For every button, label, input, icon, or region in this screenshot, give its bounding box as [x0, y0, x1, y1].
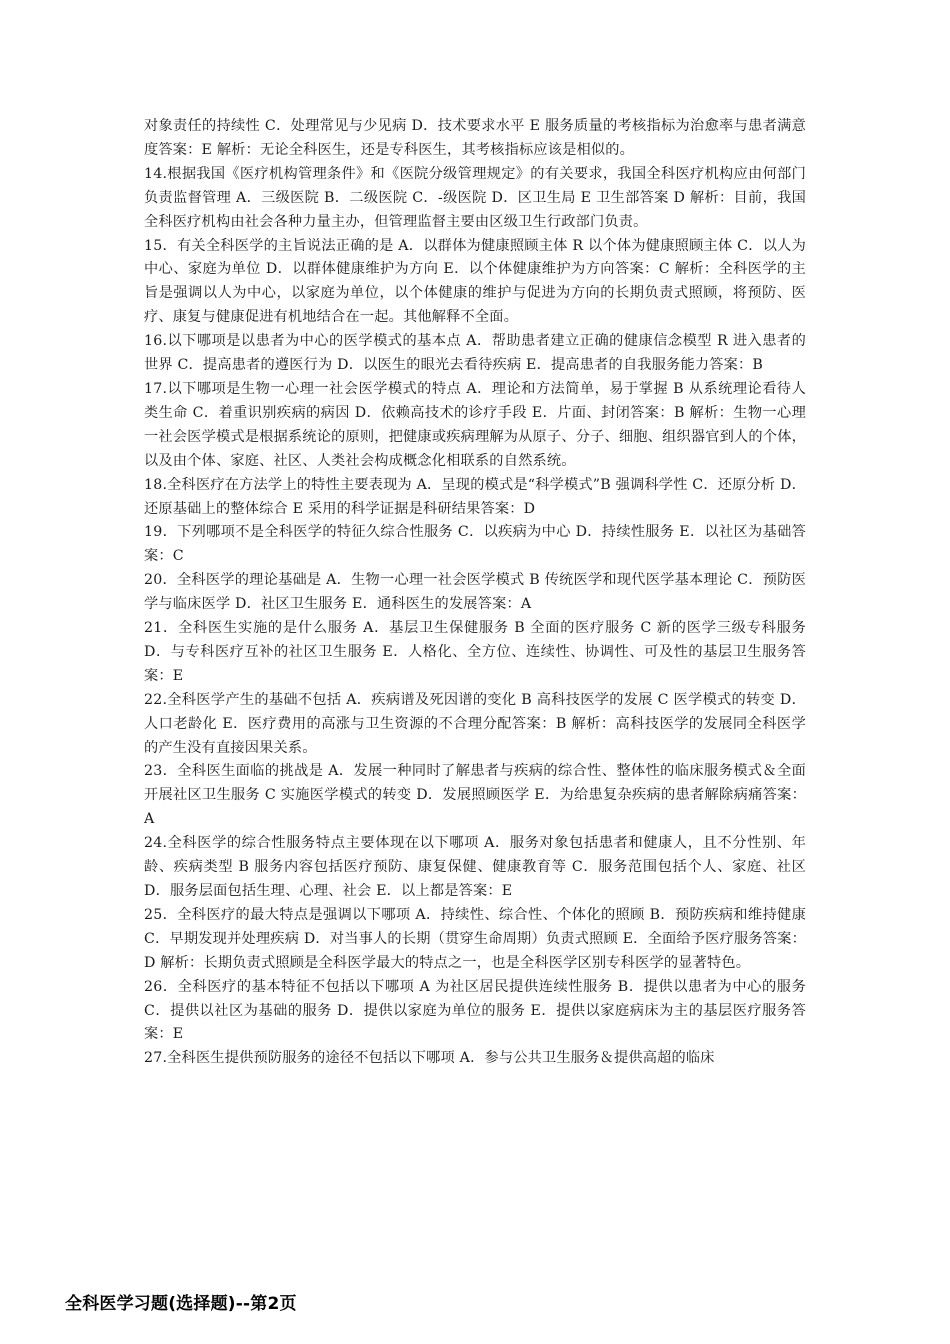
question-25: 25．全科医疗的最大特点是强调以下哪项 A．持续性、综合性、个体化的照顾 B．预防疾病和维持健康 C．早期发现并处理疾病 D．对当事人的长期（贯穿生命周期）负责式照顾 E．全面给予医疗服务答案：D 解析：长期负责式照顾是全科医学最大的特点之一，也是全科医学区别专科医学的显著特色。: [144, 906, 806, 971]
question-24: 24.全科医学的综合性服务特点主要体现在以下哪项 A．服务对象包括患者和健康人，且不分性别、年龄、疾病类型 B 服务内容包括医疗预防、康复保健、健康教育等 C．服务范围包括个人、家庭、社区 D．服务层面包括生理、心理、社会 E．以上都是答案：E: [144, 835, 806, 899]
question-18: 18.全科医疗在方法学上的特性主要表现为 A．呈现的模式是“科学模式”B 强调科学性 C．还原分析 D．还原基础上的整体综合 E 采用的科学证据是科研结果答案：D: [144, 476, 806, 517]
question-19: 19．下列哪项不是全科医学的特征久综合性服务 C．以疾病为中心 D．持续性服务 E．以社区为基础答案：C: [144, 524, 806, 565]
question-15: 15．有关全科医学的主旨说法正确的是 A．以群体为健康照顾主体 R 以个体为健康照顾主体 C．以人为中心、家庭为单位 D．以群体健康维护为方向 E．以个体健康维护为方向答案：C 解析：全科医学的主旨是强调以人为中心，以家庭为单位，以个体健康的维护与促进为方向的长期负责式照顾，将预防、医疗、康复与健康促进有机地结合在一起。其他解释不全面。: [144, 237, 806, 326]
question-23: 23．全科医生面临的挑战是 A．发展一种同时了解患者与疾病的综合性、整体性的临床服务模式＆全面开展社区卫生服务 C 实施医学模式的转变 D．发展照顾医学 E．为给患复杂疾病的患者解除病痛答案：A: [144, 763, 806, 828]
question-20: 20．全科医学的理论基础是 A．生物一心理一社会医学模式 B 传统医学和现代医学基本理论 C．预防医学与临床医学 D．社区卫生服务 E．通科医生的发展答案：A: [144, 572, 806, 613]
question-26: 26．全科医疗的基本特征不包括以下哪项 A 为社区居民提供连续性服务 B．提供以患者为中心的服务 C．提供以社区为基础的服务 D．提供以家庭为单位的服务 E．提供以家庭病床为主的基层医疗服务答案：E: [144, 978, 806, 1043]
question-16: 16.以下哪项是以患者为中心的医学模式的基本点 A．帮助患者建立正确的健康信念模型 R 进入患者的世界 C．提高患者的遵医行为 D．以医生的眼光去看待疾病 E．提高患者的自我服务能力答案：B: [144, 333, 806, 374]
question-17: 17.以下哪项是生物一心理一社会医学模式的特点 A．理论和方法简单，易于掌握 B 从系统理论看待人类生命 C．着重识别疾病的病因 D．依赖高技术的诊疗手段 E．片面、封闭答案：B 解析：生物一心理一社会医学模式是根据系统论的原则，把健康或疾病理解为从原子、分子、细胞、组织器官到人的个体，以及由个体、家庭、社区、人类社会构成概念化相联系的自然系统。: [144, 380, 806, 469]
question-21: 21．全科医生实施的是什么服务 A．基层卫生保健服务 B 全面的医疗服务 C 新的医学三级专科服务 D．与专科医疗互补的社区卫生服务 E．人格化、全方位、连续性、协调性、可及性的基层卫生服务答案：E: [144, 620, 806, 684]
document-body: [144, 115, 806, 1071]
question-27: 27.全科医生提供预防服务的途径不包括以下哪项 A．参与公共卫生服务＆提供高超的临床: [144, 1050, 715, 1067]
paragraph-continuation: 对象责任的持续性 C．处理常见与少见病 D．技术要求水平 E 服务质量的考核指标为治愈率与患者满意度答案：E 解析：无论全科医生，还是专科医生，其考核指标应该是相似的。: [144, 118, 806, 158]
question-22: 22.全科医学产生的基础不包括 A．疾病谱及死因谱的变化 B 高科技医学的发展 C 医学模式的转变 D．人口老龄化 E．医疗费用的高涨与卫生资源的不合理分配答案：B 解析：高科技医学的发展同全科医学的产生没有直接因果关系。: [144, 691, 806, 756]
question-14: 14.根据我国《医疗机构管理条件》和《医院分级管理规定》的有关要求，我国全科医疗机构应由何部门负责监督管理 A．三级医院 B．二级医院 C．-级医院 D．区卫生局 E 卫生部答案 D 解析：目前，我国全科医疗机构由社会各种力量主办，但管理监督主要由区级卫生行政部门负责。: [144, 165, 806, 230]
page-footer: 全科医学习题(选择题)--第2页: [65, 1294, 297, 1314]
